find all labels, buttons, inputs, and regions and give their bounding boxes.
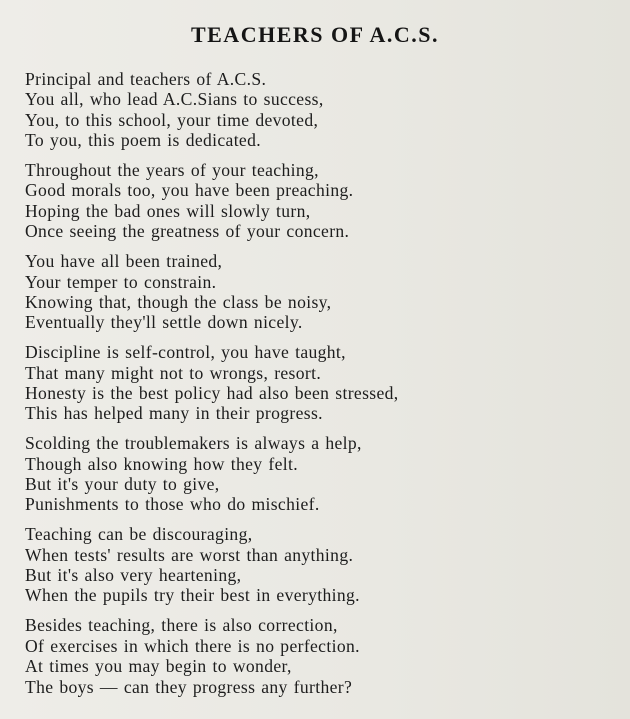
poem-line: Besides teaching, there is also correction, (25, 615, 338, 636)
poem-line: Throughout the years of your teaching, (25, 160, 319, 181)
poem-line: Knowing that, though the class be noisy, (25, 291, 332, 312)
poem-line: At times you may begin to wonder, (25, 656, 292, 677)
poem-line: When the pupils try their best in everything. (25, 585, 360, 606)
poem-title: TEACHERS OF A.C.S. (190, 22, 440, 47)
stanza-7 (25, 615, 625, 697)
stanza-1 (25, 69, 625, 151)
poem-line: Discipline is self-control, you have taught, (25, 342, 346, 363)
poem-line: You all, who lead A.C.Sians to success, (25, 89, 324, 110)
poem-line: Your temper to constrain. (25, 271, 217, 292)
poem-line: That many might not to wrongs, resort. (25, 362, 322, 383)
poem-line: Once seeing the greatness of your concern. (25, 221, 350, 242)
poem-line: Of exercises in which there is no perfection. (25, 635, 360, 656)
poem-line: Honesty is the best policy had also been stressed, (25, 382, 399, 403)
stanza-2 (25, 160, 625, 242)
stanza-3 (25, 251, 625, 333)
poem-line: Scolding the troublemakers is always a help, (25, 433, 362, 454)
poem-line: Eventually they'll settle down nicely. (25, 312, 303, 333)
poem-line: But it's your duty to give, (25, 474, 220, 495)
poem-line: To you, this poem is dedicated. (25, 130, 261, 151)
poem-line: Though also knowing how they felt. (25, 453, 298, 474)
poem-line: You have all been trained, (25, 251, 223, 272)
poem-body (25, 69, 625, 706)
poem-line: Hoping the bad ones will slowly turn, (25, 200, 311, 221)
stanza-4 (25, 342, 625, 424)
poem-line: Principal and teachers of A.C.S. (25, 69, 267, 89)
poem-line: Good morals too, you have been preaching. (25, 180, 354, 201)
poem-line: When tests' results are worst than anything. (25, 544, 354, 565)
poem-line: You, to this school, your time devoted, (25, 109, 319, 130)
poem-line: Punishments to those who do mischief. (25, 494, 320, 515)
poem-line: The boys — can they progress any further? (25, 676, 353, 697)
stanza-5 (25, 433, 625, 515)
poem-line: This has helped many in their progress. (25, 403, 323, 424)
poem-line: But it's also very heartening, (25, 565, 242, 586)
poem-line: Teaching can be discouraging, (25, 524, 253, 545)
stanza-6 (25, 524, 625, 606)
